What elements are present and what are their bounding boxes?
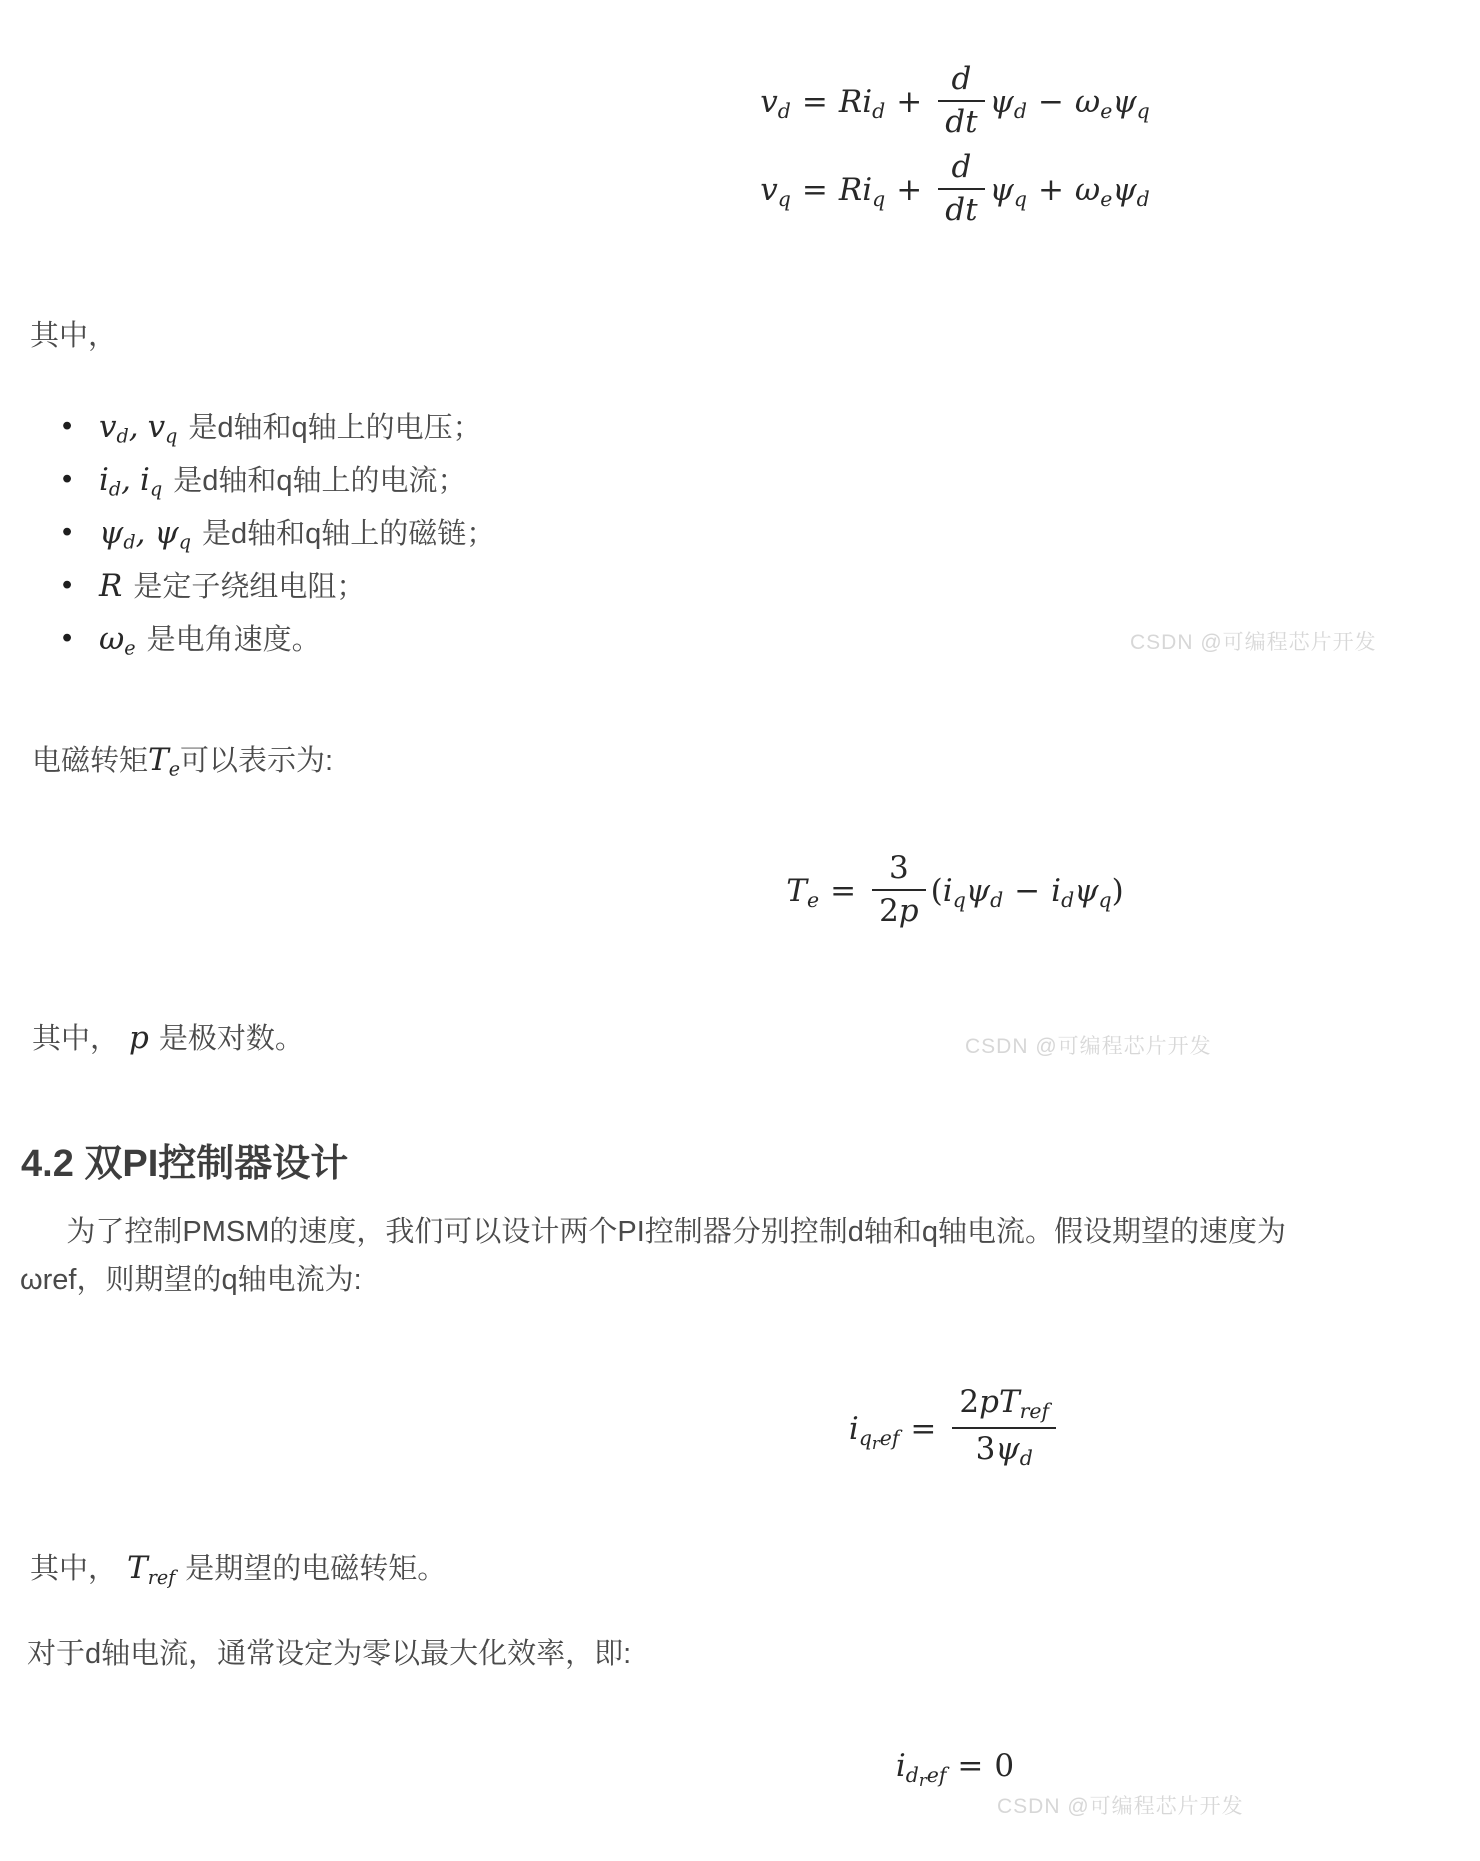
where-label: 其中， <box>30 320 118 352</box>
math-var: pT <box>979 1384 1020 1421</box>
symbol-definition-list <box>62 407 495 672</box>
text-segment: 是极对数。 <box>158 1023 304 1055</box>
math-subscript: ref <box>147 1565 176 1589</box>
math-subscript: d <box>123 530 136 554</box>
csdn-watermark: CSDN @可编程芯片开发 <box>965 1035 1212 1058</box>
math-var: ψ <box>965 873 991 909</box>
math-var: ψ <box>1074 873 1099 909</box>
math-subscript: q <box>952 888 966 913</box>
math-subscript: e <box>168 757 181 781</box>
math-subscript: e <box>124 636 136 660</box>
math-subscript: q <box>1098 888 1112 913</box>
math-subscript: q <box>777 187 791 212</box>
bullet-icon: • <box>62 622 73 654</box>
math-number: 2 <box>879 892 899 929</box>
math-var: Ri <box>838 172 873 208</box>
math-var: i <box>895 1748 906 1784</box>
math-sub-var: d <box>905 1763 919 1788</box>
fraction-numerator: 3 <box>888 849 909 886</box>
bullet-icon: • <box>62 569 73 601</box>
text-segment: 可以表示为: <box>180 745 334 777</box>
equation-block-iqref <box>0 1381 1480 1477</box>
section-heading: 4.2 双PI控制器设计 <box>21 1143 349 1185</box>
math-subscript: q <box>872 187 886 212</box>
math-fraction <box>938 62 984 139</box>
csdn-watermark: CSDN @可编程芯片开发 <box>1130 631 1377 654</box>
math-operator: + <box>896 172 923 208</box>
math-var: ψ <box>99 515 124 551</box>
math-separator: , <box>135 515 146 551</box>
math-operator: = <box>830 873 857 909</box>
bullet-icon: • <box>62 516 73 548</box>
math-var: Ri <box>838 84 873 120</box>
math-subscript <box>858 1426 900 1454</box>
where-p-line <box>32 1018 304 1059</box>
math-subscript: d <box>1019 1445 1033 1470</box>
math-subscript: d <box>990 888 1004 913</box>
csdn-watermark: CSDN @可编程芯片开发 <box>997 1795 1244 1818</box>
math-operator: − <box>1037 84 1064 120</box>
math-number: 2 <box>959 1384 980 1421</box>
math-operator: + <box>1037 172 1064 208</box>
fraction-numerator: d <box>951 60 972 97</box>
math-paren: ) <box>1111 873 1124 909</box>
equation-block-idref <box>0 1740 1480 1792</box>
math-subscript: e <box>1100 187 1113 212</box>
where-tref-line <box>30 1548 446 1598</box>
math-var: ω <box>1074 84 1101 120</box>
equation-vq <box>430 146 1480 234</box>
text-segment: 其中， <box>32 1023 120 1055</box>
definition-text: 是定子绕组电阻； <box>133 571 366 603</box>
math-paren: ( <box>930 873 943 909</box>
math-var: ψ <box>1112 172 1137 208</box>
math-var: v <box>99 409 117 445</box>
list-item <box>62 619 495 659</box>
list-item <box>62 566 495 606</box>
text-segment: 其中， <box>30 1553 118 1585</box>
list-item <box>62 460 495 500</box>
math-subsubscript: r <box>918 1771 927 1791</box>
d-axis-line: 对于d轴电流，通常设定为零以最大化效率，即: <box>27 1638 632 1670</box>
math-subscript: d <box>1061 888 1075 913</box>
math-var: ψ <box>154 515 179 551</box>
fraction-numerator: d <box>951 148 972 185</box>
text-segment: 电磁转矩 <box>32 745 149 777</box>
math-var: i <box>99 462 109 498</box>
math-var: p <box>898 892 919 929</box>
fraction-denominator: dt <box>938 188 984 228</box>
math-subscript: e <box>1100 99 1113 124</box>
math-operator: = <box>910 1411 937 1447</box>
math-var: v <box>760 84 778 120</box>
math-subscript: ref <box>1019 1399 1050 1424</box>
math-var: ψ <box>989 84 1014 120</box>
fraction-numerator <box>952 1385 1056 1426</box>
math-var: T <box>786 873 807 909</box>
fraction-denominator <box>952 1427 1056 1470</box>
math-var: T <box>148 742 169 778</box>
list-item <box>62 407 495 447</box>
math-subscript: d <box>872 99 886 124</box>
math-var: ψ <box>995 1430 1020 1467</box>
math-number: 0 <box>994 1748 1015 1784</box>
math-subscript: d <box>116 424 129 448</box>
math-var: ω <box>1074 172 1101 208</box>
math-subscript: q <box>165 424 178 448</box>
math-var: v <box>760 172 778 208</box>
bullet-icon: • <box>62 410 73 442</box>
math-number: 3 <box>975 1430 996 1467</box>
equation-vd <box>430 58 1480 146</box>
math-subscript: d <box>108 477 122 501</box>
math-operator: − <box>1014 873 1041 909</box>
math-var: ω <box>99 621 125 657</box>
fraction-denominator <box>872 889 926 929</box>
math-operator: = <box>801 84 828 120</box>
math-var: p <box>129 1020 149 1056</box>
equation-te <box>430 843 1480 939</box>
text-segment: 是期望的电磁转矩。 <box>185 1553 447 1585</box>
math-fraction <box>872 851 926 928</box>
body-paragraph <box>20 1208 1468 1304</box>
math-separator: , <box>121 462 132 498</box>
math-subscript <box>905 1763 947 1791</box>
definition-text: 是d轴和q轴上的电流； <box>173 465 467 497</box>
math-var: ψ <box>1112 84 1137 120</box>
math-sub-var: q <box>858 1426 872 1451</box>
math-operator: = <box>801 172 828 208</box>
math-subscript: d <box>777 99 791 124</box>
math-subscript: q <box>178 530 191 554</box>
math-operator: = <box>957 1748 984 1784</box>
definition-text: 是d轴和q轴上的电压； <box>188 412 482 444</box>
fraction-denominator: dt <box>938 100 984 140</box>
math-var: v <box>147 409 166 445</box>
math-sub-var: ef <box>926 1763 947 1788</box>
equation-block-voltage <box>0 58 1480 234</box>
paragraph-line: 为了控制PMSM的速度，我们可以设计两个PI控制器分别控制d轴和q轴电流。假设期望的速度为 <box>66 1216 1287 1248</box>
math-var: i <box>140 462 150 498</box>
math-fraction <box>952 1385 1056 1469</box>
math-subscript: q <box>1013 187 1027 212</box>
math-subscript: d <box>1013 99 1027 124</box>
definition-text: 是d轴和q轴上的磁链； <box>201 518 496 550</box>
math-fraction <box>938 150 984 227</box>
equation-block-torque <box>0 843 1480 939</box>
equation-idref <box>430 1740 1480 1792</box>
math-subscript: q <box>1136 99 1150 124</box>
math-subscript: q <box>149 477 163 501</box>
list-item <box>62 513 495 553</box>
math-subscript: e <box>806 888 820 913</box>
definition-text: 是电角速度。 <box>146 624 321 656</box>
paragraph-line: ωref，则期望的q轴电流为: <box>20 1264 362 1296</box>
math-var: i <box>1051 873 1062 909</box>
math-var: R <box>99 568 123 604</box>
math-subsubscript: r <box>871 1434 880 1454</box>
math-var: ψ <box>989 172 1014 208</box>
math-var: T <box>127 1550 148 1586</box>
math-subscript: d <box>1136 187 1150 212</box>
math-var: i <box>848 1411 859 1447</box>
bullet-icon: • <box>62 463 73 495</box>
math-separator: , <box>128 409 139 445</box>
equation-iqref <box>430 1381 1480 1477</box>
math-sub-var: ef <box>879 1426 900 1451</box>
torque-intro-line <box>32 740 333 790</box>
math-var: i <box>942 873 953 909</box>
math-operator: + <box>896 84 923 120</box>
